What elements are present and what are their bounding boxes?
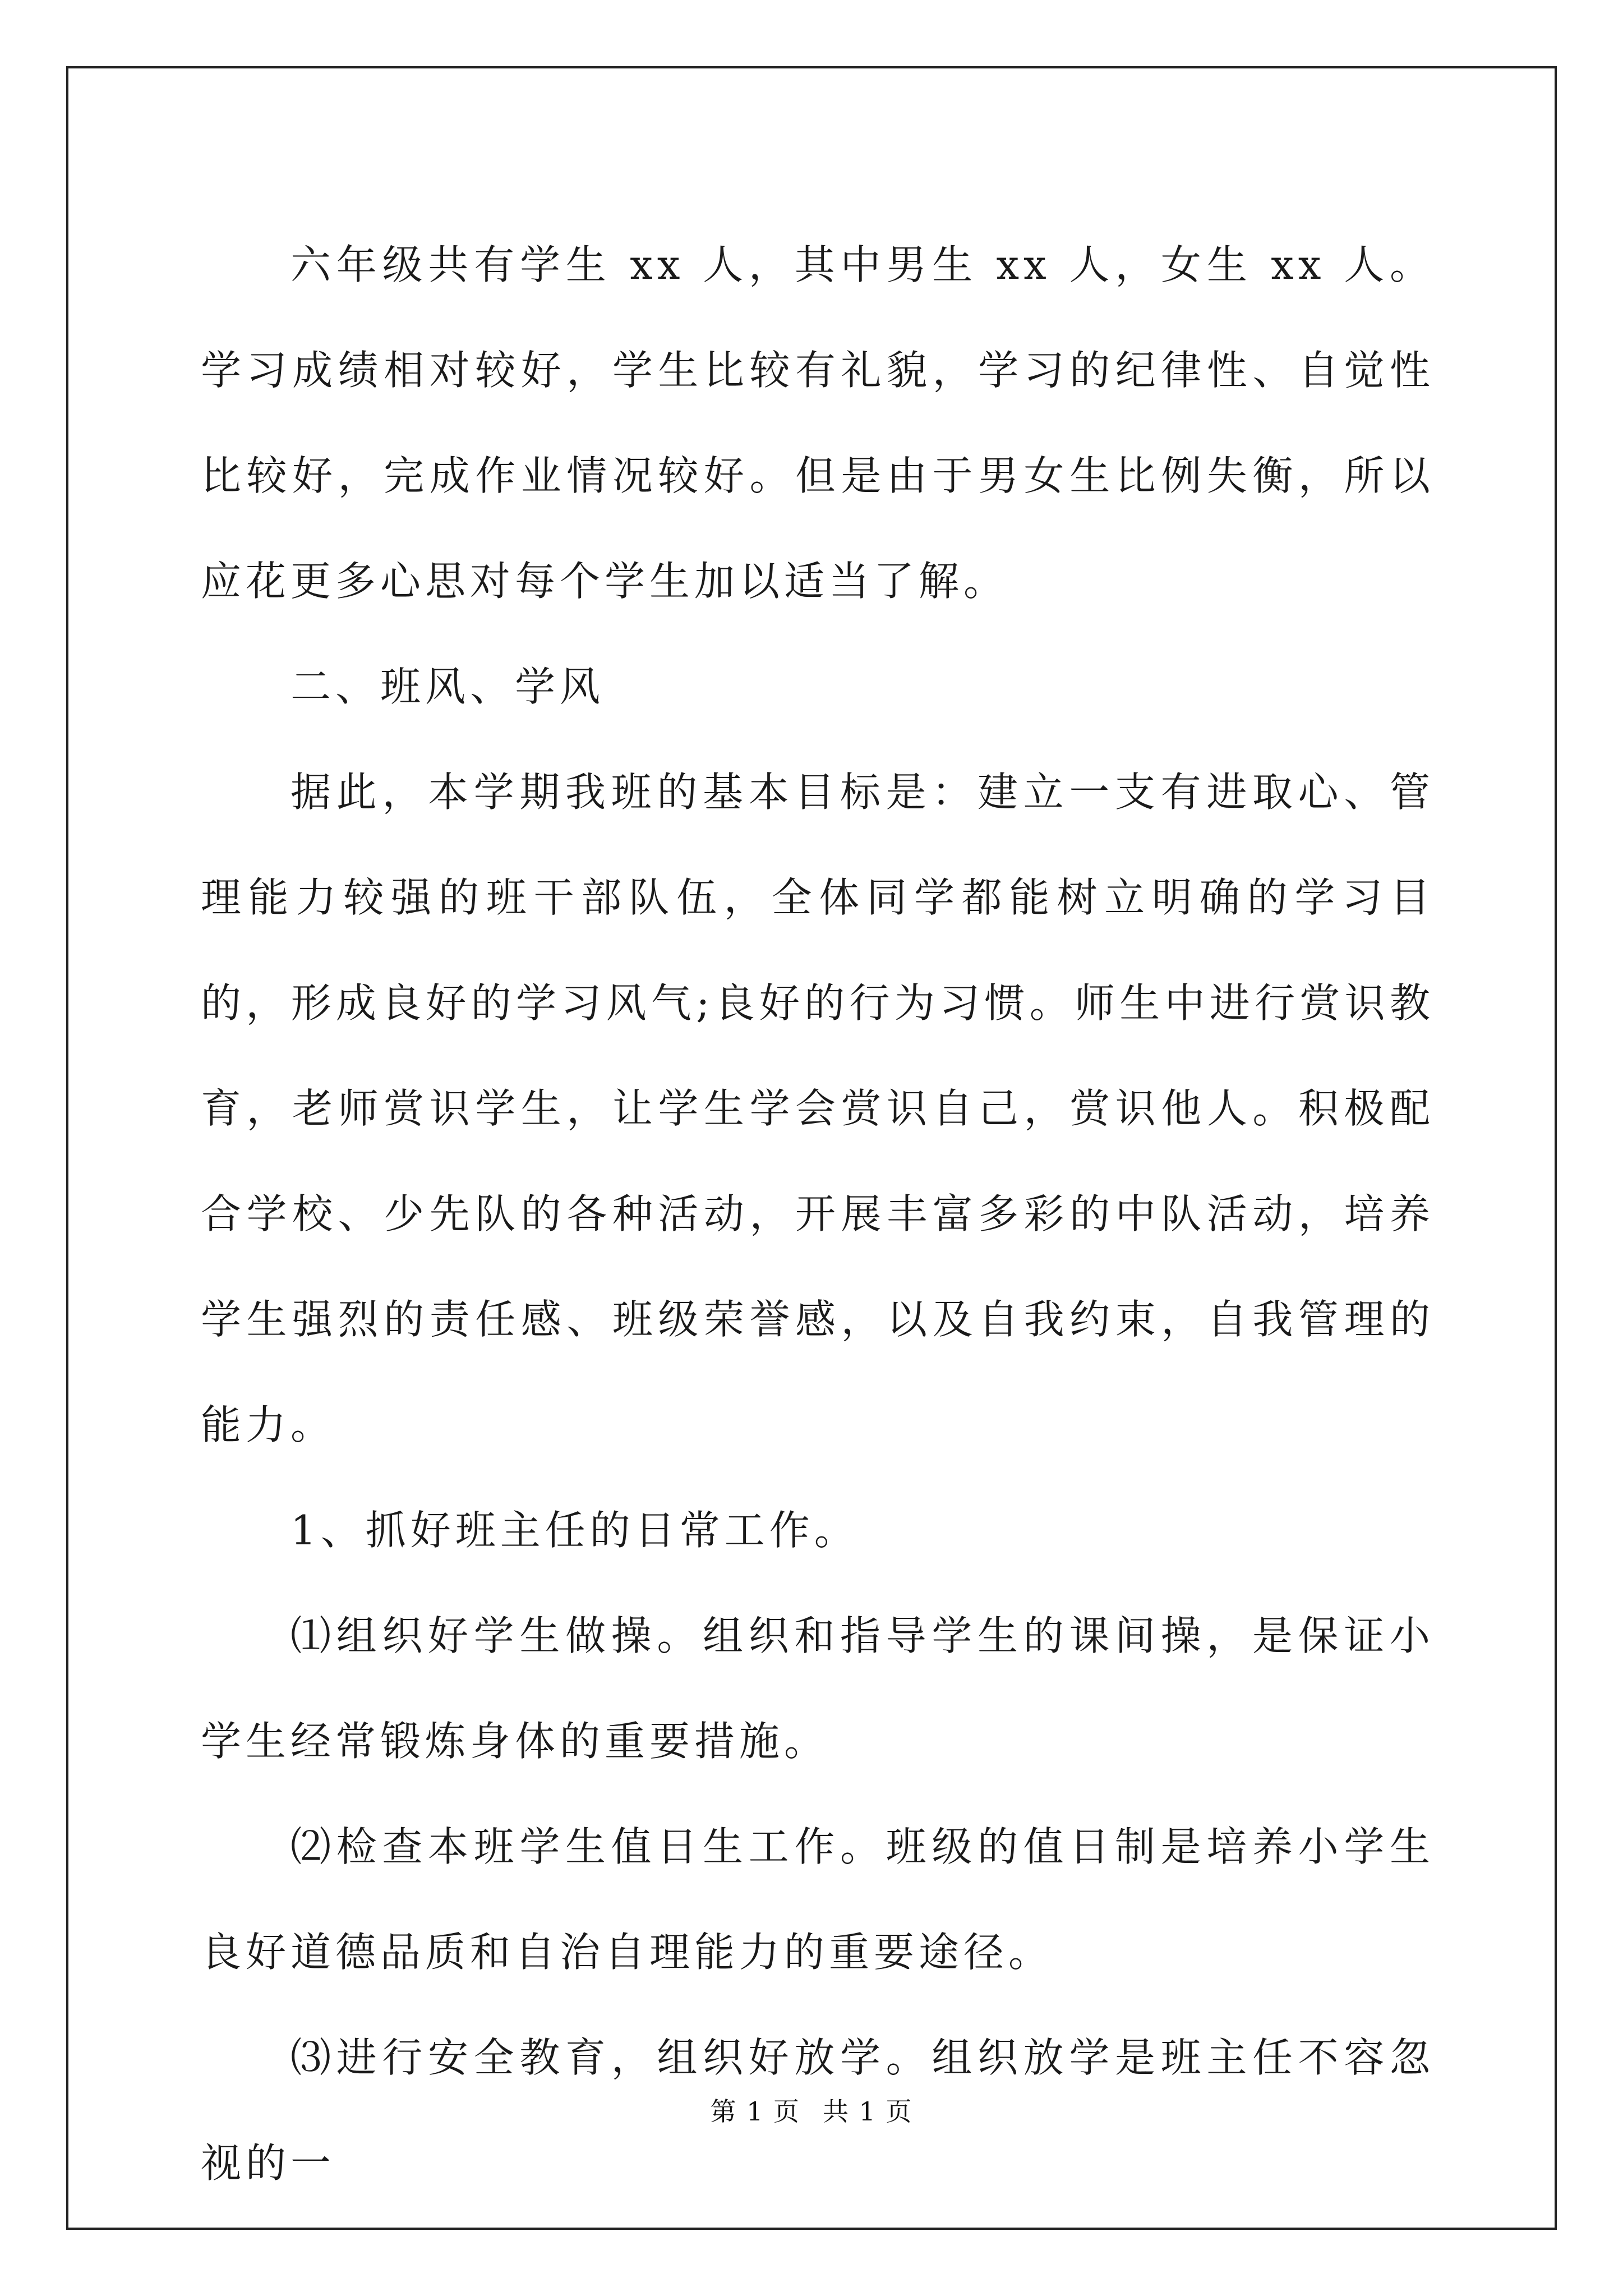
paragraph-class-overview: 六年级共有学生 xx 人，其中男生 xx 人，女生 xx 人。学习成绩相对较好，学生比较有礼貌，学习的纪律性、自觉性比较好，完成作业情况较好。但是由于男女生比例失衡，所以应花更多心思对每个学生加以适当了解。	[201, 241, 1435, 605]
paragraph-semester-goals: 据此，本学期我班的基本目标是：建立一支有进取心、管理能力较强的班干部队伍，全体同学都能树立明确的学习目的，形成良好的学习风气;良好的行为习惯。师生中进行赏识教育，老师赏识学生，让学生学会赏识自己，赏识他人。积极配合学校、少先队的各种活动，开展丰富多彩的中队活动，培养学生强烈的责任感、班级荣誉感，以及自我约束，自我管理的能力。	[201, 769, 1435, 1448]
list-heading-daily-work: 1、抓好班主任的日常工作。	[291, 1507, 859, 1554]
list-item-duty-check: ⑵检查本班学生值日生工作。班级的值日制是培养小学生良好道德品质和自治自理能力的重要途径。	[201, 1823, 1435, 1976]
section-heading-class-style: 二、班风、学风	[291, 663, 605, 710]
page-number-total: 共 1 页	[823, 2096, 913, 2127]
document-body	[201, 212, 1435, 2216]
list-item-safety: ⑶进行安全教育，组织好放学。组织放学是班主任不容忽视的一	[201, 2034, 1435, 2187]
list-item-exercise: ⑴组织好学生做操。组织和指导学生的课间操，是保证小学生经常锻炼身体的重要措施。	[201, 1612, 1435, 1765]
page-number-current: 第 1 页	[710, 2096, 800, 2127]
page-footer	[0, 2091, 1623, 2128]
